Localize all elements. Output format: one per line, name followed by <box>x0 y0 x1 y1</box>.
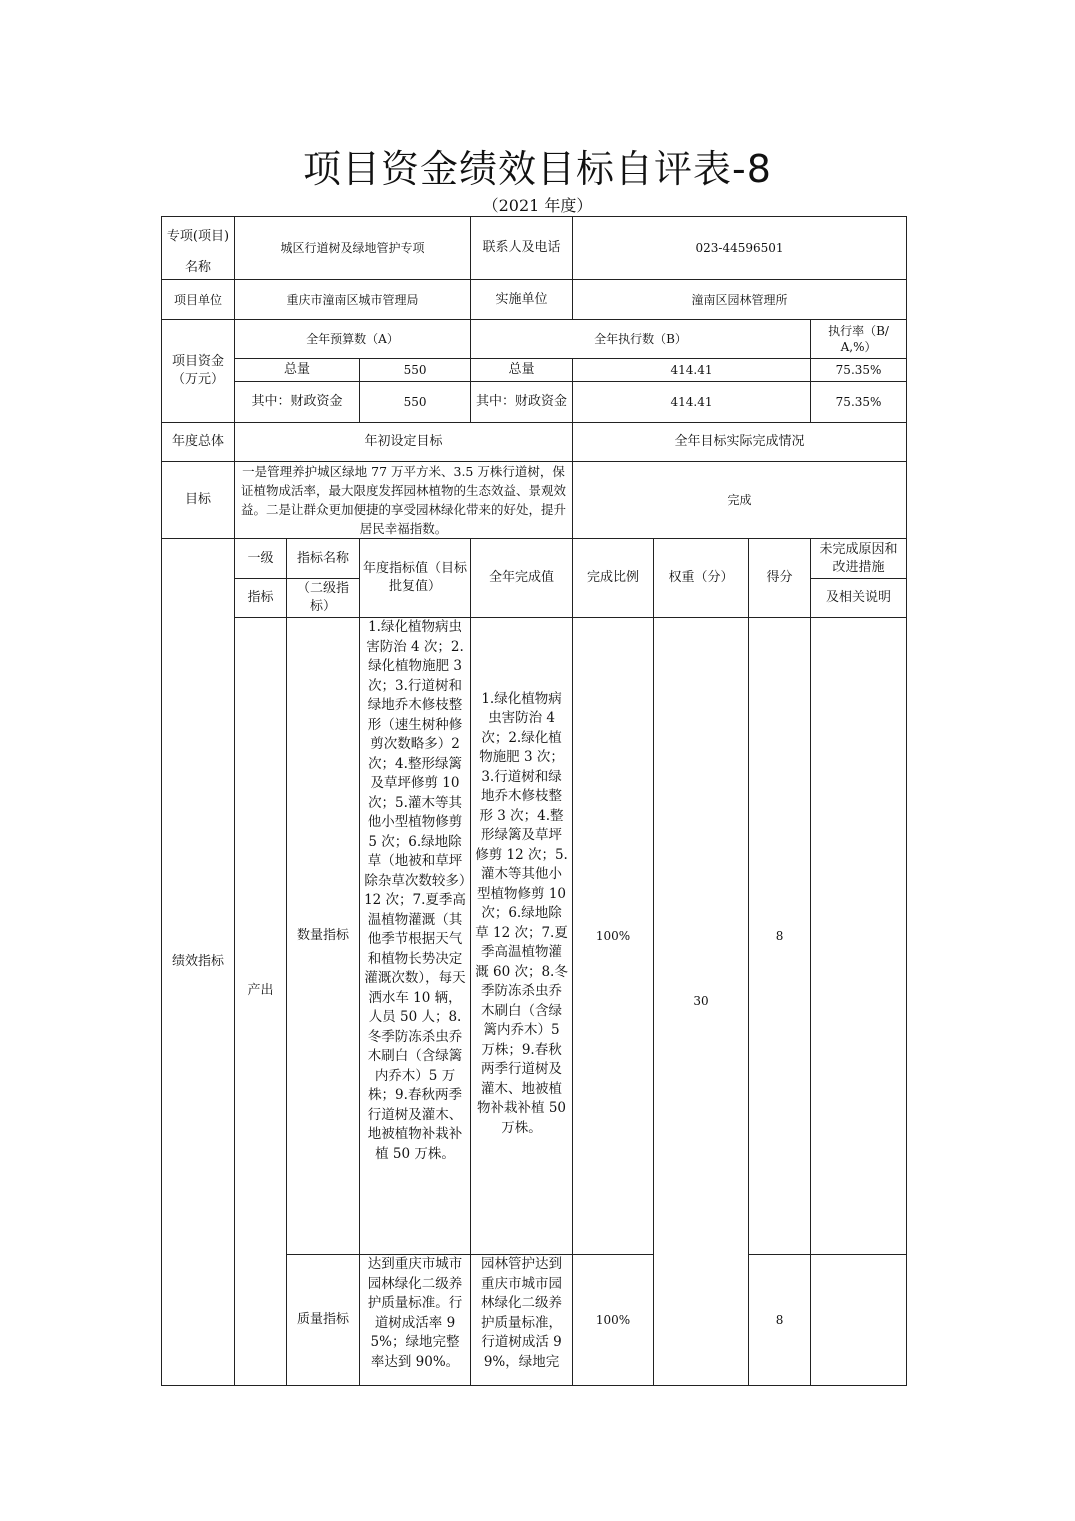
total-exec: 414.41 <box>573 359 811 382</box>
indicator-reason <box>811 1255 907 1386</box>
target-header: 年度指标值（目标批复值） <box>360 539 471 618</box>
fiscal-label-b: 其中：财政资金 <box>471 382 573 423</box>
name-bottom: （二级指标） <box>287 579 360 618</box>
reason-top: 未完成原因和改进措施 <box>811 539 907 579</box>
exec-header: 全年执行数（B） <box>471 320 811 359</box>
total-label: 总量 <box>235 359 360 382</box>
total-label-b: 总量 <box>471 359 573 382</box>
target-result: 完成 <box>573 462 907 539</box>
score-header: 得分 <box>749 539 811 618</box>
impl-label: 实施单位 <box>471 280 573 320</box>
contact-phone: 023-44596501 <box>573 217 907 280</box>
output-weight: 30 <box>654 618 749 1386</box>
total-budget: 550 <box>360 359 471 382</box>
project-name-label-2: 名称 <box>162 258 235 280</box>
weight-header: 权重（分） <box>654 539 749 618</box>
funds-label: 项目资金（万元） <box>162 320 235 423</box>
ratio-header: 完成比例 <box>573 539 654 618</box>
done-header: 全年完成值 <box>471 539 573 618</box>
page-title: 项目资金绩效目标自评表-8 <box>303 147 772 191</box>
indicator-ratio: 100% <box>573 1255 654 1386</box>
initial-goal-header: 年初设定目标 <box>235 423 573 462</box>
overall-label: 年度总体 <box>162 423 235 462</box>
impl-unit: 潼南区园林管理所 <box>573 280 907 320</box>
indicator-target: 达到重庆市城市园林绿化二级养护质量标准。行道树成活率 95%；绿地完整率达到 90%。 <box>360 1255 471 1386</box>
output-label: 产出 <box>235 618 287 1386</box>
indicator-done: 园林管护达到重庆市城市园林绿化二级养护质量标准，行道树成活 99%，绿地完 <box>471 1255 573 1386</box>
indicator-name: 质量指标 <box>287 1255 360 1386</box>
budget-header: 全年预算数（A） <box>235 320 471 359</box>
total-rate: 75.35% <box>811 359 907 382</box>
indicator-score: 8 <box>749 618 811 1255</box>
evaluation-table <box>161 216 907 1386</box>
indicator-score: 8 <box>749 1255 811 1386</box>
project-name-label-1: 专项(项目) <box>162 217 235 258</box>
actual-goal-header: 全年目标实际完成情况 <box>573 423 907 462</box>
project-name: 城区行道树及绿地管护专项 <box>235 217 471 280</box>
fiscal-exec: 414.41 <box>573 382 811 423</box>
indicator-target: 1.绿化植物病虫害防治 4 次；2.绿化植物施肥 3 次；3.行道树和绿地乔木修枝整形（速生树种修剪次数略多）2 次；4.整形绿篱及草坪修剪 10 次；5.灌木等其他小型植物修剪 5 次；6.绿地除草（地被和草坪除杂草次数较多）12 次；7.夏季高温植物灌溉（其他季节根据天气和植物长势决定灌溉次数），每天洒水车 10 辆，人员 50 人；8.冬季防冻杀虫乔木刷白（含绿篱内乔木）5 万株；9.春秋两季行道树及灌木、地被植物补栽补植 50 万株。 <box>360 618 471 1255</box>
level1-top: 一级 <box>235 539 287 579</box>
unit-label: 项目单位 <box>162 280 235 320</box>
name-top: 指标名称 <box>287 539 360 579</box>
indicator-name: 数量指标 <box>287 618 360 1255</box>
indicator-reason <box>811 618 907 1255</box>
level1-bottom: 指标 <box>235 579 287 618</box>
reason-bottom: 及相关说明 <box>811 579 907 618</box>
indicator-done: 1.绿化植物病虫害防治 4 次；2.绿化植物施肥 3 次；3.行道树和绿地乔木修枝整形 3 次；4.整形绿篱及草坪修剪 12 次；5.灌木等其他小型植物修剪 10 次；6.绿地除草 12 次；7.夏季高温植物灌溉 60 次；8.冬季防冻杀虫乔木刷白（含绿篱内乔木）5 万株；9.春秋两季行道树及灌木、地被植物补栽补植 50 万株。 <box>471 618 573 1255</box>
indicators-label: 绩效指标 <box>162 539 235 1386</box>
target-label: 目标 <box>162 462 235 539</box>
fiscal-budget: 550 <box>360 382 471 423</box>
fiscal-label: 其中：财政资金 <box>235 382 360 423</box>
target-text: 一是管理养护城区绿地 77 万平方米、3.5 万株行道树，保证植物成活率，最大限度发挥园林植物的生态效益、景观效益。二是让群众更加便捷的享受园林绿化带来的好处，提升居民幸福指数。 <box>235 462 573 539</box>
fiscal-rate: 75.35% <box>811 382 907 423</box>
indicator-ratio: 100% <box>573 618 654 1255</box>
year-subtitle: （2021 年度） <box>482 196 593 215</box>
rate-header: 执行率（B/A,%） <box>811 320 907 359</box>
contact-label: 联系人及电话 <box>471 217 573 280</box>
project-unit: 重庆市潼南区城市管理局 <box>235 280 471 320</box>
